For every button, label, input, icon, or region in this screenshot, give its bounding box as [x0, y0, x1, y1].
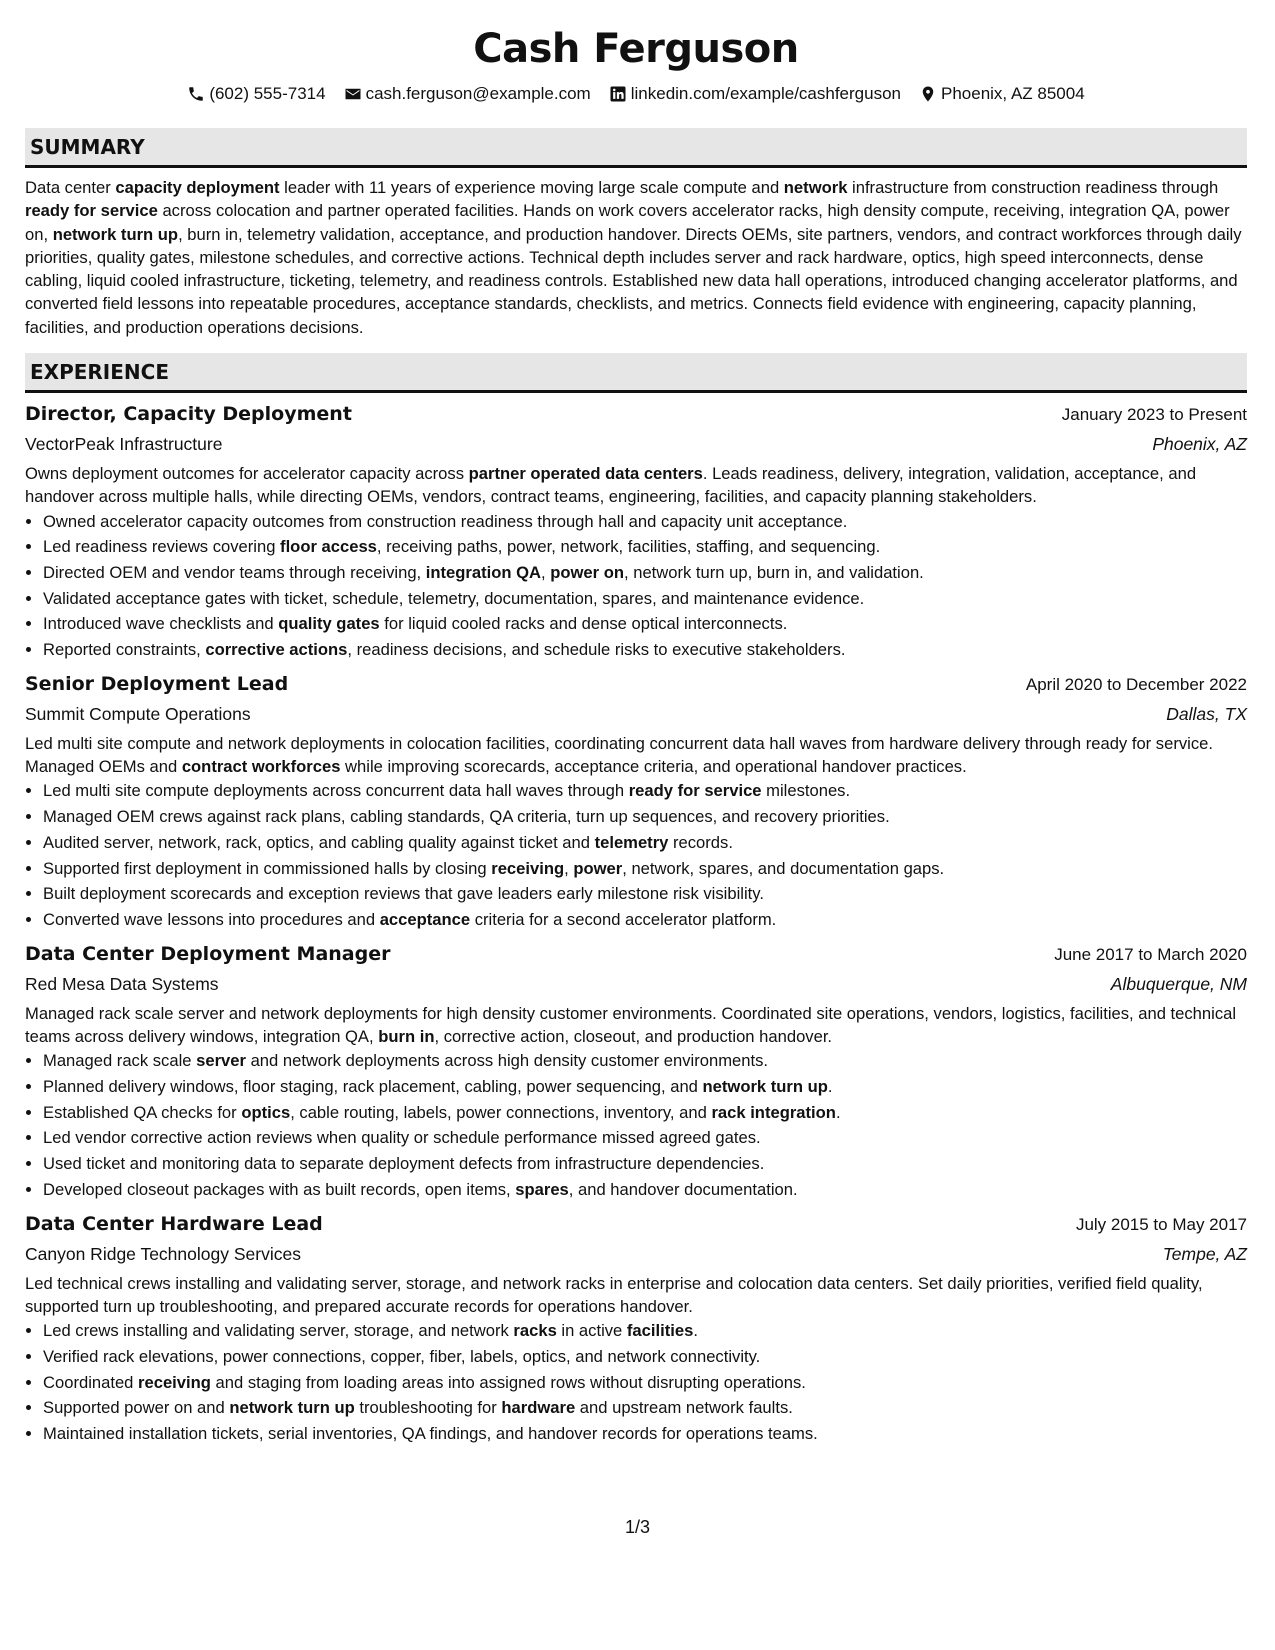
text-run: Directed OEM and vendor teams through receiving,: [43, 563, 426, 583]
text-run: Data center: [25, 178, 116, 197]
bold-keyword: ready for service: [25, 201, 158, 221]
job-location: Albuquerque, NM: [1110, 973, 1247, 994]
summary-paragraph: [25, 176, 1247, 339]
job-dates: April 2020 to December 2022: [1025, 674, 1247, 694]
job-bullet: [43, 1151, 1247, 1177]
text-run: for liquid cooled racks and dense optical interconnects.: [379, 614, 788, 634]
bold-keyword: capacity deployment: [115, 178, 280, 197]
bold-keyword: floor access: [280, 537, 377, 557]
bold-keyword: network turn up: [702, 1077, 828, 1096]
job-entry: [25, 1209, 1247, 1447]
bold-keyword: spares: [515, 1179, 569, 1199]
text-run: Converted wave lessons into procedures and: [43, 910, 380, 929]
text-run: Managed rack scale: [43, 1051, 197, 1071]
job-bullet: [43, 1318, 1247, 1344]
job-bullet: [43, 1370, 1247, 1396]
text-run: , receiving paths, power, network, facilities, staffing, and sequencing.: [376, 537, 881, 557]
bold-keyword: optics: [241, 1102, 291, 1122]
summary-heading: SUMMARY: [25, 128, 1247, 168]
location-text: Phoenix, AZ 85004: [941, 84, 1085, 103]
candidate-name: Cash Ferguson: [473, 26, 799, 72]
text-run: criteria for a second accelerator platform.: [470, 910, 777, 929]
bold-keyword: burn in: [378, 1027, 435, 1046]
job-bullets: [25, 1318, 1247, 1447]
text-run: Introduced wave checklists and: [43, 614, 279, 634]
map-pin-icon: [919, 85, 937, 103]
job-title: Director, Capacity Deployment: [25, 403, 352, 426]
text-run: , network turn up, burn in, and validation.: [624, 563, 924, 583]
job-bullet: [43, 881, 1247, 907]
text-run: milestones.: [761, 781, 851, 801]
contact-linkedin[interactable]: [609, 80, 901, 108]
bold-keyword: racks: [513, 1321, 557, 1341]
job-dates: July 2015 to May 2017: [1075, 1214, 1247, 1234]
job-bullet: [43, 560, 1247, 586]
text-run: . Leads readiness, delivery, integration, validation, acceptance, and handover across multiple halls, while directing OEMs, vendors, contract teams, engineering, facilities, and capacity planning stakeholders.: [25, 464, 1197, 507]
job-description: [25, 732, 1247, 779]
text-run: , network, spares, and documentation gaps.: [622, 858, 945, 878]
job-bullet: [43, 611, 1247, 637]
contact-phone: [187, 80, 325, 108]
text-run: Supported first deployment in commissioned halls by closing: [43, 858, 492, 878]
contact-bar: [25, 80, 1247, 108]
bold-keyword: power: [573, 858, 623, 878]
job-company: Red Mesa Data Systems: [25, 973, 219, 994]
bold-keyword: contract workforces: [181, 757, 341, 777]
job-bullet: [43, 1125, 1247, 1151]
job-bullets: [25, 778, 1247, 932]
text-run: ,: [541, 563, 551, 583]
text-run: Supported power on and: [43, 1398, 230, 1418]
text-run: .: [693, 1321, 698, 1341]
text-run: Led crews installing and validating server, storage, and network: [43, 1321, 514, 1341]
bold-keyword: receiving: [138, 1372, 211, 1392]
text-run: .: [835, 1102, 841, 1122]
job-entry: [25, 399, 1247, 663]
text-run: and staging from loading areas into assigned rows without disrupting operations.: [210, 1372, 806, 1392]
text-run: ,: [564, 858, 574, 878]
job-description: [25, 462, 1247, 509]
job-bullet: [43, 830, 1247, 856]
job-entry: [25, 669, 1247, 933]
job-bullet: [43, 1048, 1247, 1074]
job-bullet: [43, 856, 1247, 882]
phone-number: (602) 555-7314: [209, 84, 326, 103]
job-location: Dallas, TX: [1166, 703, 1247, 724]
text-run: in active: [556, 1321, 627, 1341]
bold-keyword: hardware: [501, 1398, 576, 1418]
text-run: Led technical crews installing and validating server, storage, and network racks in enterprise and colocation data centers. Set daily priorities, verified field quality, supported turn up troubleshooting, and prepared accurate records for operations handover.: [25, 1273, 1203, 1316]
job-company: Canyon Ridge Technology Services: [25, 1243, 301, 1264]
text-run: Maintained installation tickets, serial inventories, QA findings, and handover records for operations teams.: [43, 1423, 818, 1443]
job-bullet: [43, 509, 1247, 535]
contact-location: [919, 80, 1085, 108]
text-run: , and handover documentation.: [568, 1179, 798, 1199]
job-company: VectorPeak Infrastructure: [25, 434, 223, 455]
bold-keyword: corrective actions: [205, 640, 348, 660]
text-run: Managed OEM crews against rack plans, cabling standards, QA criteria, turn up sequences, and recovery priorities.: [43, 807, 890, 827]
text-run: and upstream network faults.: [575, 1398, 793, 1418]
text-run: , corrective action, closeout, and production handover.: [434, 1027, 833, 1046]
contact-email[interactable]: [344, 80, 591, 108]
text-run: and network deployments across high density customer environments.: [245, 1051, 769, 1071]
text-run: Owns deployment outcomes for accelerator capacity across: [25, 464, 469, 484]
bold-keyword: telemetry: [594, 832, 669, 852]
job-dates: June 2017 to March 2020: [1054, 944, 1247, 964]
job-bullet: [43, 907, 1247, 933]
job-location: Tempe, AZ: [1162, 1243, 1247, 1264]
text-run: Established QA checks for: [43, 1102, 242, 1122]
job-bullet: [43, 637, 1247, 663]
linkedin-icon: [609, 85, 627, 103]
text-run: , burn in, telemetry validation, acceptance, and production handover. Directs OEMs, site partners, vendors, and contract workforces through daily priorities, quality gates, milestone schedules, and corrective actions. Technical depth includes server and rack hardware, optics, high speed interconnects, dense cabling, liquid cooled infrastructure, ticketing, telemetry, and readiness controls. Established new data hall operations, introduced changing accelerator platforms, and converted field lessons into repeatable procedures, acceptance standards, checklists, and metrics. Connects field evidence with engineering, capacity planning, facilities, and production operations decisions.: [25, 224, 1242, 337]
text-run: Owned accelerator capacity outcomes from construction readiness through hall and capacity unit acceptance.: [43, 511, 848, 531]
email-address[interactable]: cash.ferguson@example.com: [365, 84, 591, 103]
job-bullet: [43, 1074, 1247, 1100]
text-run: .: [827, 1077, 833, 1096]
job-bullets: [25, 1048, 1247, 1202]
text-run: Led multi site compute deployments across concurrent data hall waves through: [43, 781, 629, 801]
job-bullet: [43, 1100, 1247, 1126]
job-bullet: [43, 586, 1247, 612]
text-run: Planned delivery windows, floor staging, rack placement, cabling, power sequencing, and: [43, 1077, 703, 1096]
job-bullet: [43, 778, 1247, 804]
bold-keyword: power on: [550, 563, 624, 583]
bold-keyword: acceptance: [379, 910, 471, 929]
text-run: Led multi site compute and network deployments in colocation facilities, coordinating concurrent data hall waves from hardware delivery through ready for service. Managed OEMs and: [25, 733, 1213, 777]
bold-keyword: facilities: [626, 1321, 694, 1341]
job-bullet: [43, 1177, 1247, 1203]
text-run: Used ticket and monitoring data to separate deployment defects from infrastructure dependencies.: [43, 1154, 765, 1174]
job-title: Data Center Hardware Lead: [25, 1212, 323, 1235]
text-run: Reported constraints,: [43, 640, 206, 660]
text-run: Coordinated: [43, 1372, 139, 1392]
text-run: , cable routing, labels, power connections, inventory, and: [290, 1102, 712, 1122]
bold-keyword: ready for service: [628, 781, 762, 801]
text-run: Audited server, network, rack, optics, and cabling quality against ticket and: [43, 832, 595, 852]
job-description: [25, 1272, 1247, 1319]
text-run: Verified rack elevations, power connections, copper, fiber, labels, optics, and network connectivity.: [43, 1346, 761, 1366]
phone-icon: [187, 85, 205, 103]
text-run: while improving scorecards, acceptance criteria, and operational handover practices.: [340, 757, 967, 777]
text-run: Built deployment scorecards and exception reviews that gave leaders early milestone risk visibility.: [43, 884, 764, 904]
job-description: [25, 1002, 1247, 1049]
experience-heading: EXPERIENCE: [25, 353, 1247, 393]
envelope-icon: [344, 85, 362, 103]
bold-keyword: integration QA: [425, 563, 542, 583]
job-title: Senior Deployment Lead: [25, 672, 289, 695]
job-title: Data Center Deployment Manager: [25, 942, 391, 965]
text-run: Managed rack scale server and network deployments for high density customer environments. Coordinated site operations, vendors, logistics, facilities, and technical teams across delivery windows, integration QA,: [25, 1003, 1237, 1046]
job-bullet: [43, 1421, 1247, 1447]
text-run: troubleshooting for: [354, 1398, 502, 1418]
text-run: Validated acceptance gates with ticket, schedule, telemetry, documentation, spares, and maintenance evidence.: [43, 588, 865, 608]
text-run: Developed closeout packages with as built records, open items,: [43, 1179, 516, 1199]
job-bullets: [25, 509, 1247, 663]
bold-keyword: network turn up: [229, 1398, 355, 1418]
job-location: Phoenix, AZ: [1152, 434, 1247, 455]
bold-keyword: rack integration: [711, 1102, 836, 1122]
job-bullet: [43, 804, 1247, 830]
job-bullet: [43, 1344, 1247, 1370]
text-run: records.: [668, 832, 733, 852]
text-run: infrastructure from construction readiness through: [847, 178, 1219, 197]
text-run: across colocation and partner operated facilities. Hands on work covers accelerator racks, high density compute, receiving, integration QA, power on,: [25, 201, 1230, 244]
text-run: Led vendor corrective action reviews when quality or schedule performance missed agreed gates.: [43, 1128, 761, 1148]
job-bullet: [43, 1395, 1247, 1421]
bold-keyword: partner operated data centers: [468, 464, 703, 484]
page-number: 1/3: [624, 1517, 651, 1537]
job-company: Summit Compute Operations: [25, 703, 251, 724]
text-run: , readiness decisions, and schedule risks to executive stakeholders.: [347, 640, 846, 660]
job-bullet: [43, 534, 1247, 560]
bold-keyword: network: [783, 178, 848, 197]
experience-list: [25, 399, 1247, 1447]
bold-keyword: quality gates: [278, 614, 380, 634]
text-run: leader with 11 years of experience moving large scale compute and: [279, 178, 784, 197]
bold-keyword: network turn up: [52, 224, 179, 244]
resume-page: [25, 0, 1247, 1650]
job-dates: January 2023 to Present: [1061, 405, 1247, 425]
bold-keyword: server: [196, 1051, 246, 1071]
text-run: Led readiness reviews covering: [43, 537, 281, 557]
bold-keyword: receiving: [491, 858, 565, 878]
linkedin-url[interactable]: linkedin.com/example/cashferguson: [630, 84, 901, 103]
job-entry: [25, 939, 1247, 1203]
